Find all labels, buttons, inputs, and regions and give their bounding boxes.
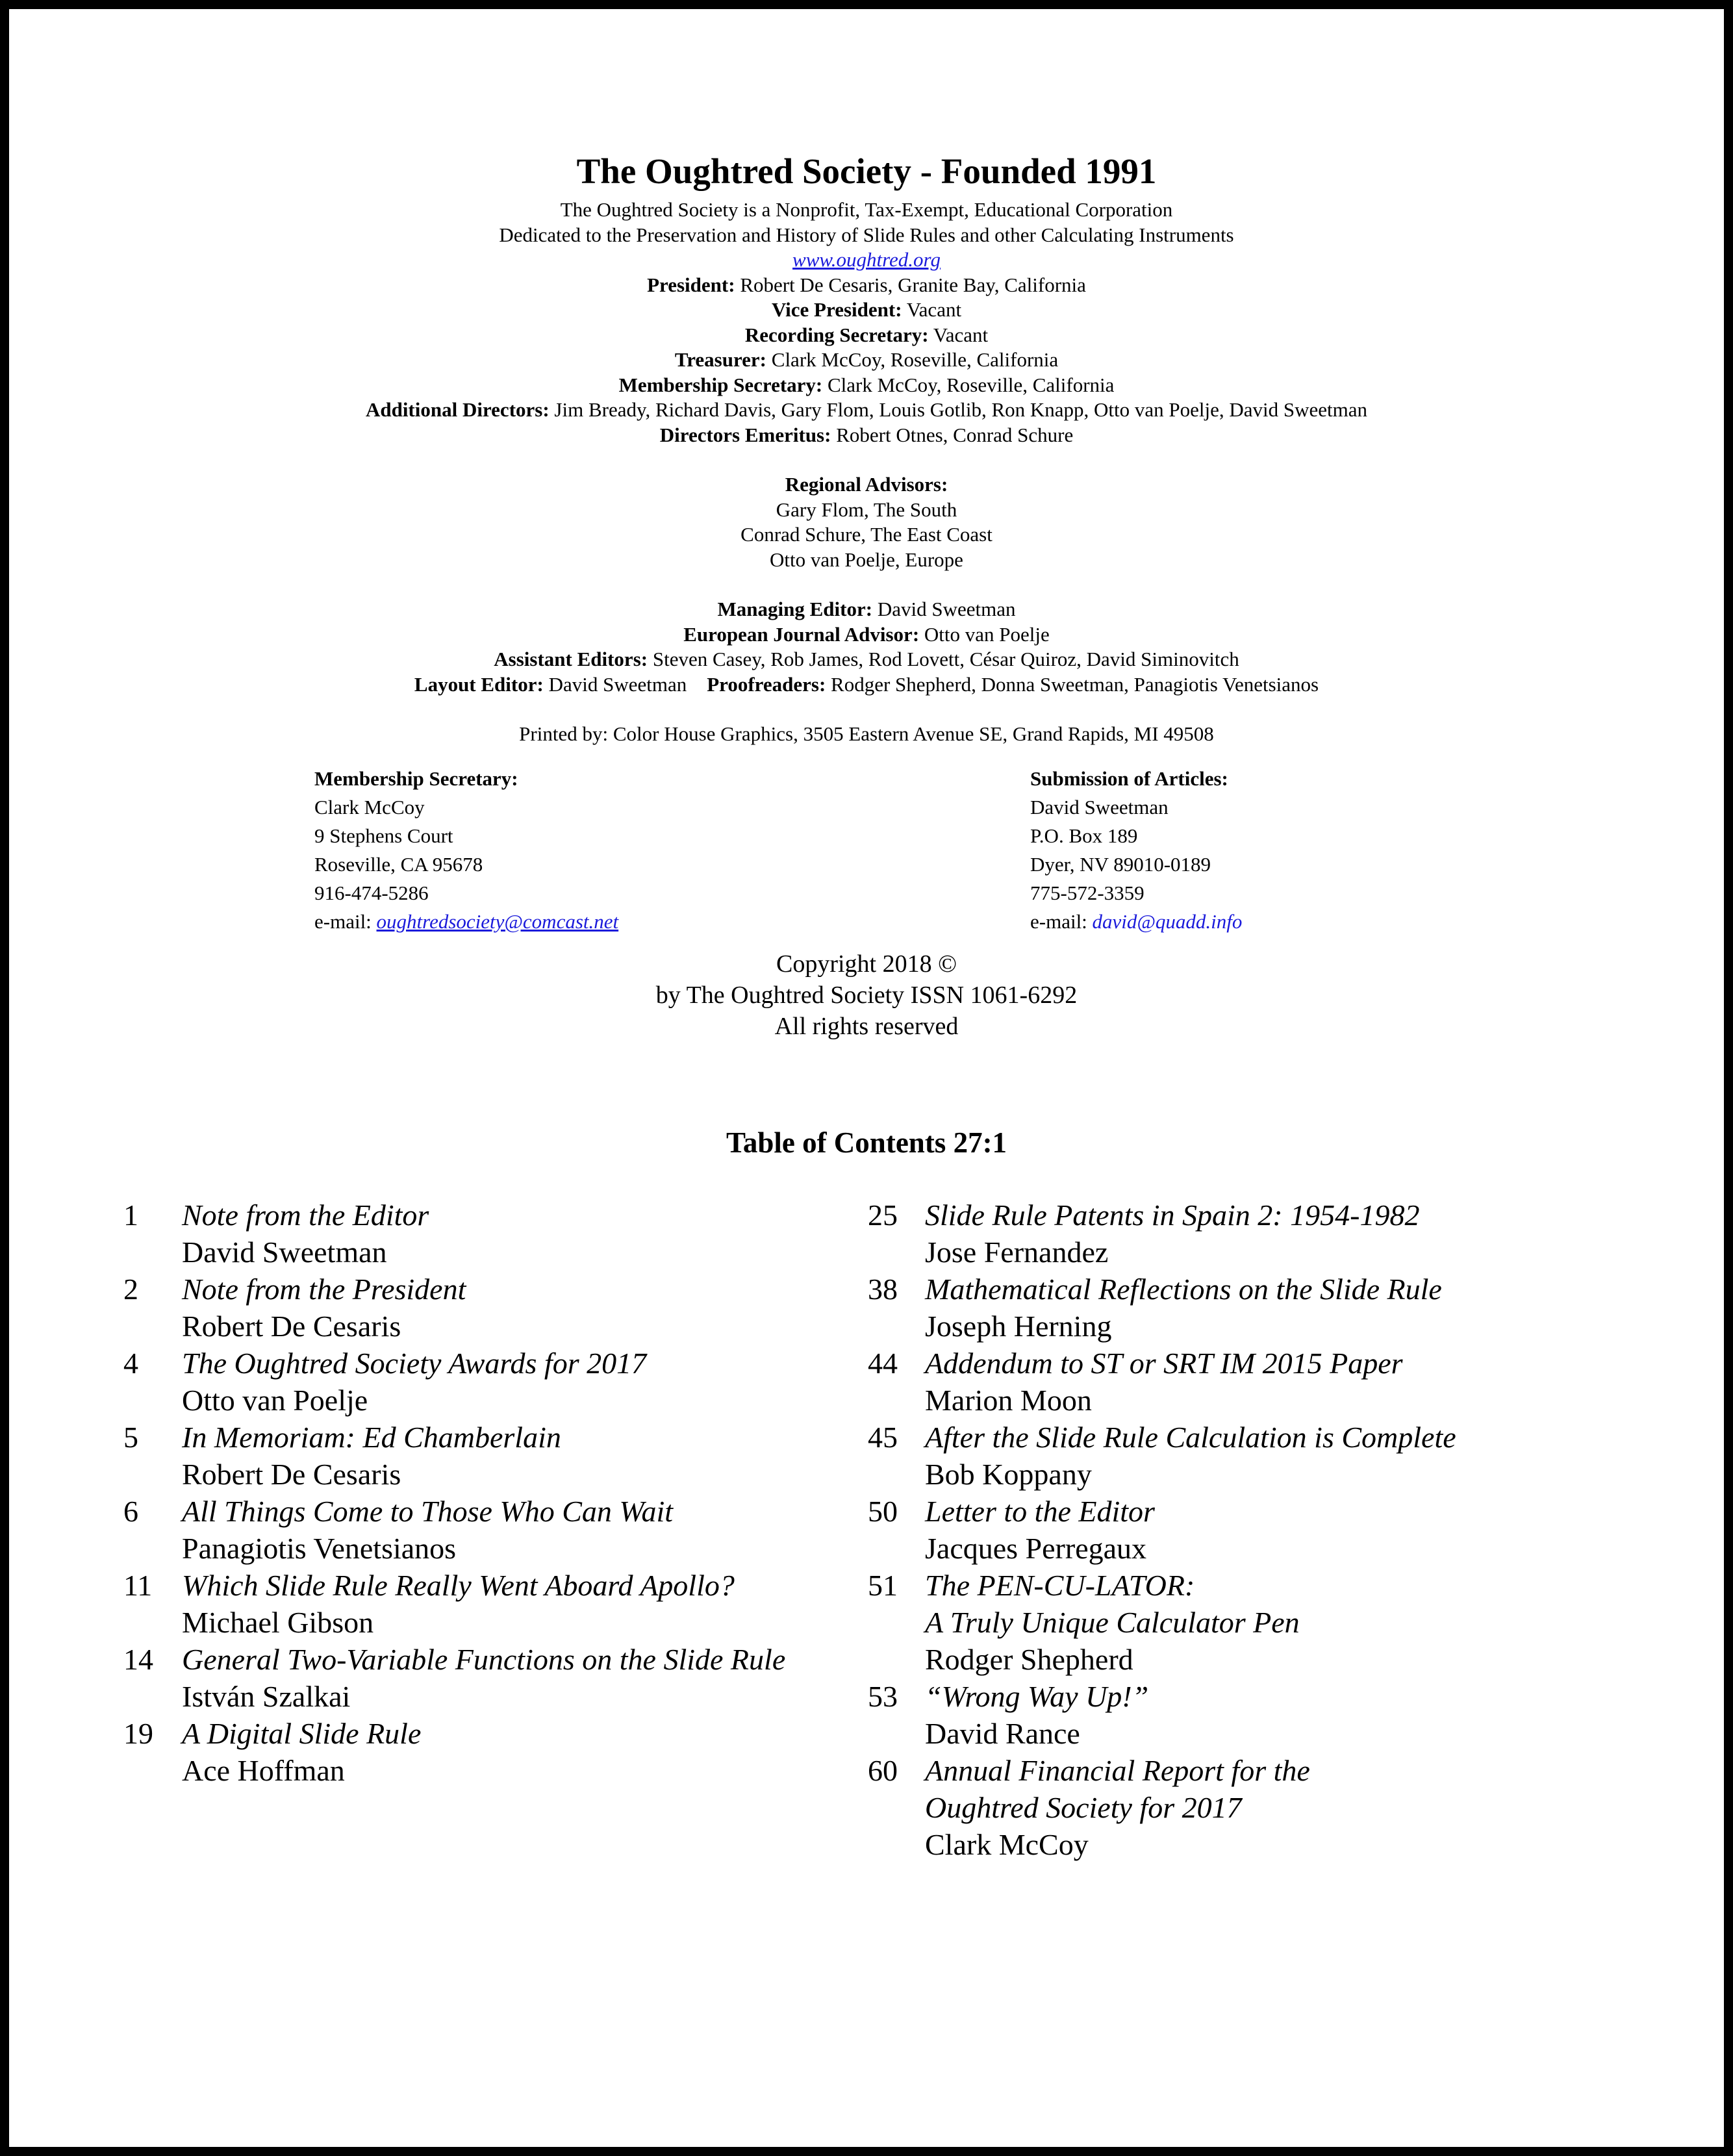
contact-line: Roseville, CA 95678	[314, 853, 483, 876]
regional-advisors-heading: Regional Advisors:	[785, 473, 948, 496]
toc-page-number: 14	[123, 1643, 153, 1676]
officer-directors-emeritus: Directors Emeritus: Robert Otnes, Conrad Schure	[659, 423, 1074, 446]
toc-article-title: The Oughtred Society Awards for 2017	[182, 1347, 647, 1380]
toc-right-column	[868, 1197, 1456, 1863]
toc-article-title: General Two-Variable Functions on the Slide Rule	[182, 1643, 786, 1676]
toc-article-author: Rodger Shepherd	[925, 1643, 1133, 1676]
toc-article-title: Slide Rule Patents in Spain 2: 1954-1982	[925, 1198, 1420, 1232]
toc-page-number: 50	[868, 1495, 898, 1528]
toc-entry[interactable]	[868, 1419, 1456, 1493]
toc-article-title: Annual Financial Report for the	[925, 1754, 1310, 1787]
toc-article-author: Clark McCoy	[925, 1828, 1089, 1861]
printer-info: Printed by: Color House Graphics, 3505 Eastern Avenue SE, Grand Rapids, MI 49508	[519, 722, 1214, 745]
toc-page-number: 2	[123, 1273, 138, 1306]
european-journal-advisor: European Journal Advisor: Otto van Poelje	[683, 622, 1050, 646]
toc-article-title: Addendum to ST or SRT IM 2015 Paper	[925, 1347, 1403, 1380]
toc-article-author: Ace Hoffman	[182, 1754, 345, 1787]
toc-article-author: Jose Fernandez	[925, 1236, 1109, 1269]
toc-page-number: 1	[123, 1198, 138, 1232]
toc-article-title: Note from the President	[182, 1273, 466, 1306]
toc-entry[interactable]	[123, 1271, 785, 1345]
toc-article-author: Bob Koppany	[925, 1458, 1092, 1491]
assistant-editors: Assistant Editors: Steven Casey, Rob James, Rod Lovett, César Quiroz, David Siminovitch	[494, 648, 1239, 670]
toc-article-title: After the Slide Rule Calculation is Complete	[925, 1421, 1456, 1454]
masthead	[9, 197, 1724, 747]
contact-line: Dyer, NV 89010-0189	[1030, 853, 1211, 876]
contact-heading: Membership Secretary:	[314, 767, 518, 790]
toc-article-author: David Rance	[925, 1717, 1080, 1750]
contact-line: P.O. Box 189	[1030, 824, 1138, 847]
toc-page-number: 44	[868, 1347, 898, 1380]
page-title: The Oughtred Society - Founded 1991	[576, 151, 1157, 191]
contact-line: David Sweetman	[1030, 796, 1169, 818]
toc-article-title: The PEN-CU-LATOR:	[925, 1569, 1195, 1602]
toc-page-number: 6	[123, 1495, 138, 1528]
officer-vice-president: Vice President: Vacant	[771, 298, 962, 321]
toc-page-number: 19	[123, 1717, 153, 1750]
tagline-1: The Oughtred Society is a Nonprofit, Tax-Exempt, Educational Corporation	[560, 198, 1173, 221]
toc-entry[interactable]	[868, 1345, 1456, 1419]
toc-page-number: 25	[868, 1198, 898, 1232]
toc-page-number: 53	[868, 1680, 898, 1713]
toc-page-number: 51	[868, 1569, 898, 1602]
toc-entry[interactable]	[123, 1419, 785, 1493]
toc-left-column	[123, 1197, 785, 1789]
toc-article-author: David Sweetman	[182, 1236, 387, 1269]
officer-additional-directors: Additional Directors: Jim Bready, Richard Davis, Gary Flom, Louis Gotlib, Ron Knapp, Otto van Poelje, David Sweetman	[365, 398, 1368, 421]
toc-entry[interactable]	[123, 1345, 785, 1419]
toc-entry[interactable]	[123, 1641, 785, 1715]
toc-entry[interactable]	[868, 1678, 1456, 1752]
toc-article-title: Note from the Editor	[182, 1198, 429, 1232]
toc-entry[interactable]	[123, 1197, 785, 1271]
toc-page-number: 38	[868, 1273, 898, 1306]
toc-entry[interactable]	[123, 1715, 785, 1789]
copyright: Copyright 2018 © by The Oughtred Society ISSN 1061-6292 All rights reserved	[655, 950, 1078, 1040]
toc-article-author: Otto van Poelje	[182, 1384, 368, 1417]
toc-article-author: Michael Gibson	[182, 1606, 374, 1639]
toc-page-number: 4	[123, 1347, 138, 1380]
toc-page-number: 5	[123, 1421, 138, 1454]
contact-membership: Membership Secretary: Clark McCoy 9 Stephens Court Roseville, CA 95678 916-474-5286 e-mail: oughtredsociety@comcast.net	[314, 765, 618, 936]
contact-line: 775-572-3359	[1030, 881, 1145, 904]
managing-editor: Managing Editor: David Sweetman	[717, 598, 1016, 620]
officer-president: President: Robert De Cesaris, Granite Bay, California	[647, 273, 1086, 296]
toc-article-title: All Things Come to Those Who Can Wait	[182, 1495, 674, 1528]
toc-article-title: In Memoriam: Ed Chamberlain	[182, 1421, 561, 1454]
toc-article-title-cont: Oughtred Society for 2017	[925, 1791, 1242, 1824]
toc-entry[interactable]	[123, 1493, 785, 1567]
toc-article-author: Panagiotis Venetsianos	[182, 1532, 457, 1565]
toc-article-author: Joseph Herning	[925, 1310, 1112, 1343]
regional-advisor: Conrad Schure, The East Coast	[740, 523, 993, 546]
toc-entry[interactable]	[868, 1197, 1456, 1271]
officer-recording-secretary: Recording Secretary: Vacant	[744, 323, 989, 346]
contact-line: Clark McCoy	[314, 796, 425, 818]
toc-article-title: Mathematical Reflections on the Slide Rule	[925, 1273, 1442, 1306]
website-link[interactable]: www.oughtred.org	[792, 248, 941, 271]
toc-entry[interactable]	[868, 1271, 1456, 1345]
toc-page-number: 11	[123, 1569, 153, 1602]
toc-entry[interactable]	[868, 1493, 1456, 1567]
contact-submissions: Submission of Articles: David Sweetman P.O. Box 189 Dyer, NV 89010-0189 775-572-3359 e-mail: david@quadd.info	[1030, 765, 1242, 936]
toc-entry[interactable]	[868, 1567, 1456, 1678]
toc-article-title: A Digital Slide Rule	[182, 1717, 422, 1750]
toc-article-author: Jacques Perregaux	[925, 1532, 1147, 1565]
regional-advisor: Otto van Poelje, Europe	[770, 548, 963, 571]
toc-article-title: Which Slide Rule Really Went Aboard Apollo?	[182, 1569, 735, 1602]
regional-advisor: Gary Flom, The South	[776, 498, 957, 521]
contact-line: 916-474-5286	[314, 881, 429, 904]
contact-line: 9 Stephens Court	[314, 824, 453, 847]
tagline-2: Dedicated to the Preservation and History of Slide Rules and other Calculating Instruments	[499, 223, 1234, 246]
page	[9, 9, 1724, 2147]
toc-article-author: István Szalkai	[182, 1680, 351, 1713]
officer-membership-secretary: Membership Secretary: Clark McCoy, Roseville, California	[618, 373, 1115, 396]
toc-page-number: 60	[868, 1754, 898, 1787]
toc-article-author: Marion Moon	[925, 1384, 1092, 1417]
toc-article-author: Robert De Cesaris	[182, 1458, 401, 1491]
toc-article-title-cont: A Truly Unique Calculator Pen	[925, 1606, 1300, 1639]
officer-treasurer: Treasurer: Clark McCoy, Roseville, California	[674, 348, 1059, 371]
toc-entry[interactable]	[868, 1752, 1456, 1863]
membership-email-link[interactable]: oughtredsociety@comcast.net	[376, 910, 619, 933]
toc-title: Table of Contents 27:1	[726, 1126, 1007, 1159]
submission-email-link[interactable]: david@quadd.info	[1092, 910, 1243, 933]
toc-article-title: “Wrong Way Up!”	[925, 1680, 1149, 1713]
toc-article-author: Robert De Cesaris	[182, 1310, 401, 1343]
contact-heading: Submission of Articles:	[1030, 767, 1228, 790]
toc-page-number: 45	[868, 1421, 898, 1454]
toc-entry[interactable]	[123, 1567, 785, 1641]
layout-and-proofreaders: Layout Editor: David Sweetman Proofreaders: Rodger Shepherd, Donna Sweetman, Panagiotis Venetsianos	[414, 672, 1319, 696]
toc-article-title: Letter to the Editor	[925, 1495, 1155, 1528]
